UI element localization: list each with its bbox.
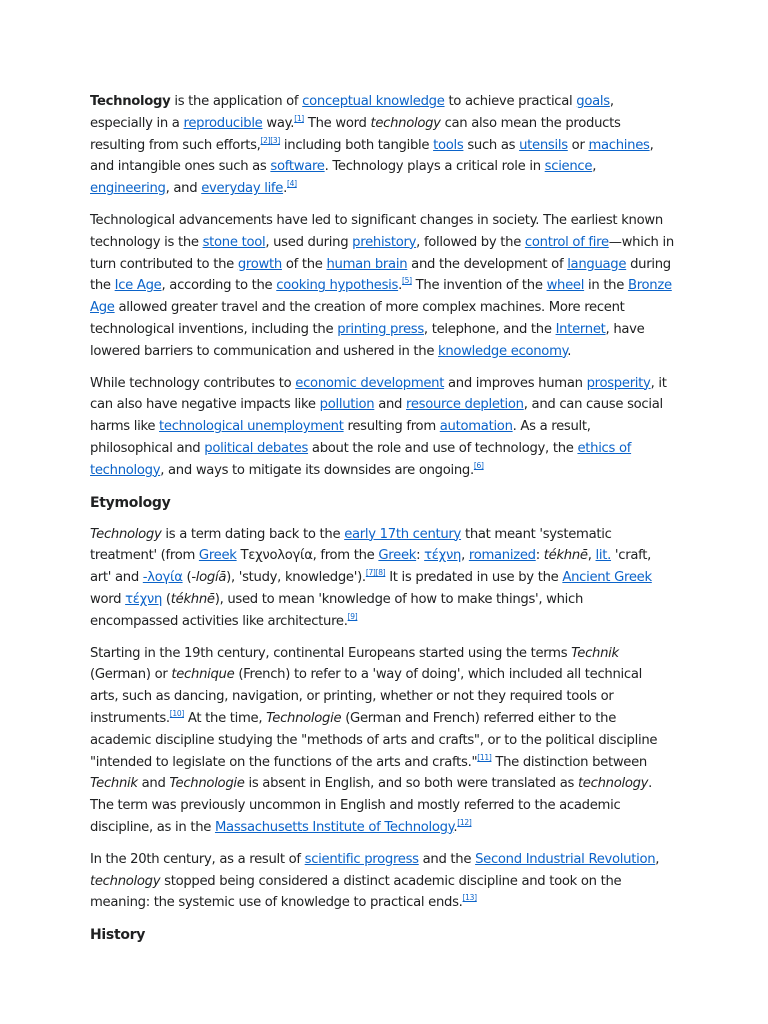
citation-8[interactable]: [8]: [375, 568, 386, 578]
link-prosperity[interactable]: prosperity: [586, 375, 651, 391]
citation-13[interactable]: [13]: [462, 893, 477, 903]
link-mit[interactable]: Massachusetts Institute of Technology: [214, 819, 454, 835]
etymology-paragraph-1: Technology is a term dating back to the early 17th century that meant 'systematic treatment' (from Greek Τεχνολογία, from the Greek: τέχνη, romanized: tékhnē, lit. 'craft, art' and -λογία (-logíā), 'study, knowledge').[7][8] It is predated in use by the Ancient Greek word τέχνη (tékhnē), used to mean 'knowledge of how to make things', which encompassed activities like architecture.[9]: [90, 526, 652, 629]
link-lit[interactable]: lit.: [595, 548, 612, 564]
citation-11[interactable]: [11]: [477, 752, 492, 762]
link-tools[interactable]: tools: [433, 137, 464, 153]
citation-5[interactable]: [5]: [402, 276, 412, 286]
link-automation[interactable]: automation: [439, 419, 513, 435]
heading-history: History: [90, 927, 146, 944]
link-techne[interactable]: τέχνη: [424, 548, 462, 564]
link-internet[interactable]: Internet: [555, 321, 606, 337]
link-human-brain[interactable]: human brain: [326, 256, 408, 272]
link-cooking-hypothesis[interactable]: cooking hypothesis: [276, 278, 399, 294]
link-second-industrial-revolution[interactable]: Second Industrial Revolution: [475, 851, 656, 867]
article-body: [90, 91, 674, 956]
lead-term: Technology: [90, 94, 171, 109]
link-greek[interactable]: Greek: [198, 548, 237, 564]
link-resource-depletion[interactable]: resource depletion: [406, 397, 524, 413]
intro-paragraph: Technology is the application of conceptual knowledge to achieve practical goals, especially in a reproducible way.[1] The word technology can also mean the products resulting from such efforts,[2][3] including both tangible tools such as utensils or machines, and intangible ones such as software. Technology plays a critical role in science, engineering, and everyday life.[4]: [90, 94, 654, 197]
link-knowledge-economy[interactable]: knowledge economy: [438, 343, 568, 359]
heading-etymology: Etymology: [90, 494, 171, 511]
citation-6[interactable]: [6]: [473, 460, 484, 470]
link-technological-unemployment[interactable]: technological unemployment: [159, 419, 344, 435]
link-ancient-greek[interactable]: Ancient Greek: [562, 570, 652, 586]
citation-12[interactable]: [12]: [457, 817, 472, 827]
link-techne-word[interactable]: τέχνη: [125, 591, 163, 607]
link-early-17th-century[interactable]: early 17th century: [344, 526, 462, 542]
impacts-paragraph: While technology contributes to economic development and improves human prosperity, it can also have negative impacts like pollution and resource depletion, and can cause social harms like technological unemployment resulting from automation. As a result, philosophical and political debates about the role and use of technology, the ethics of technology, and ways to mitigate its downsides are ongoing.[6]: [90, 375, 667, 478]
link-ice-age[interactable]: Ice Age: [114, 278, 162, 294]
citation-9[interactable]: [9]: [347, 611, 358, 621]
link-reproducible[interactable]: reproducible: [183, 115, 263, 131]
etymology-paragraph-3: In the 20th century, as a result of scientific progress and the Second Industrial Revolution, technology stopped being considered a distinct academic discipline and took on the meaning: the systemic use of knowledge to practical ends.[13]: [90, 851, 660, 911]
link-scientific-progress[interactable]: scientific progress: [304, 851, 419, 867]
link-printing-press[interactable]: printing press: [337, 321, 424, 337]
link-political-debates[interactable]: political debates: [204, 440, 309, 456]
link-romanized[interactable]: romanized: [468, 548, 536, 564]
link-wheel[interactable]: wheel: [546, 278, 585, 294]
citation-7[interactable]: [7]: [365, 568, 376, 578]
link-pollution[interactable]: pollution: [319, 397, 375, 413]
citation-4[interactable]: [4]: [287, 179, 297, 189]
link-conceptual-knowledge[interactable]: conceptual knowledge: [302, 94, 445, 109]
link-ethics-of-technology[interactable]: ethics of technology: [90, 440, 632, 478]
link-control-of-fire[interactable]: control of fire: [524, 234, 609, 250]
link-language[interactable]: language: [567, 256, 627, 272]
citation-10[interactable]: [10]: [169, 708, 184, 718]
etymology-paragraph-2: Starting in the 19th century, continental Europeans started using the terms Technik (German) or technique (French) to refer to a 'way of doing', which included all technical arts, such as dancing, navigation, or printing, whether or not they required tools or instruments.[10] At the time, Technologie (German and French) referred either to the academic discipline studying the "methods of arts and crafts", or to the political discipline "intended to legislate on the functions of the arts and crafts."[11] The distinction between Technik and Technologie is absent in English, and so both were translated as technology. The term was previously uncommon in English and mostly referred to the academic discipline, as in the Massachusetts Institute of Technology.[12]: [90, 645, 658, 835]
link-engineering[interactable]: engineering: [90, 181, 166, 197]
link-greek-language[interactable]: Greek: [378, 548, 417, 564]
citation-2[interactable]: [2]: [260, 135, 271, 145]
link-stone-tool[interactable]: stone tool: [202, 234, 266, 250]
link-bronze-age[interactable]: Bronze Age: [90, 278, 672, 316]
citation-3[interactable]: [3]: [270, 135, 280, 145]
link-logia[interactable]: -λογία: [142, 570, 183, 586]
citation-1[interactable]: [1]: [294, 113, 304, 123]
link-goals[interactable]: goals: [576, 94, 610, 109]
link-machines[interactable]: machines: [588, 137, 650, 153]
link-prehistory[interactable]: prehistory: [352, 234, 417, 250]
link-growth[interactable]: growth: [237, 256, 282, 272]
advancements-paragraph: Technological advancements have led to significant changes in society. The earliest known technology is the stone tool, used during prehistory, followed by the control of fire—which in turn contributed to the growth of the human brain and the development of language during the Ice Age, according to the cooking hypothesis.[5] The invention of the wheel in the Bronze Age allowed greater travel and the creation of more complex machines. More recent technological inventions, including the printing press, telephone, and the Internet, have lowered barriers to communication and ushered in the knowledge economy.: [90, 212, 674, 359]
link-software[interactable]: software: [270, 159, 325, 175]
link-utensils[interactable]: utensils: [519, 137, 568, 153]
link-economic-development[interactable]: economic development: [295, 375, 445, 391]
link-everyday-life[interactable]: everyday life: [201, 181, 284, 197]
link-science[interactable]: science: [544, 159, 593, 175]
